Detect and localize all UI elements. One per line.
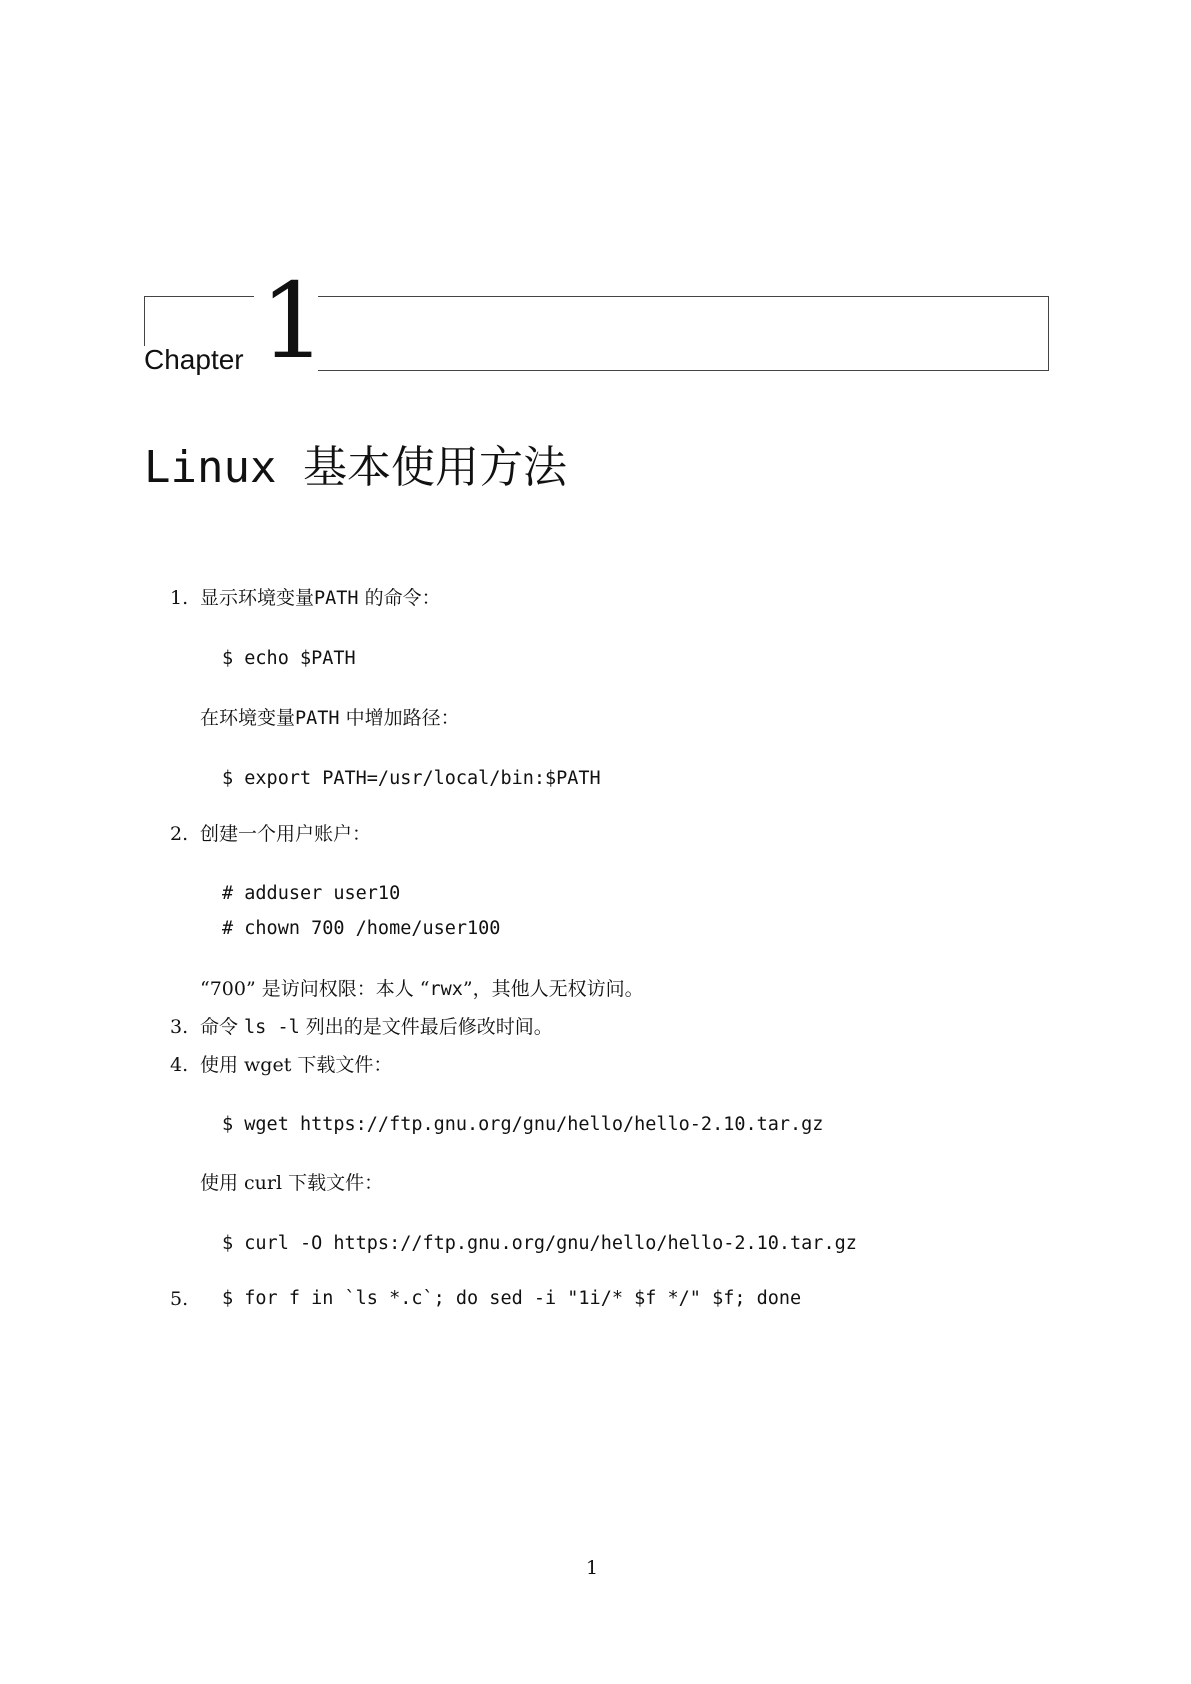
item-3-text-code: ls -l bbox=[244, 1017, 300, 1038]
item-2-code-1: # adduser user10 bbox=[222, 883, 401, 904]
item-4-text-2: 使用 curl 下载文件： bbox=[200, 1172, 384, 1194]
item-1-text2-a: 在环境变量 bbox=[200, 707, 296, 729]
item-2-note-code: rwx bbox=[429, 979, 463, 1000]
item-number-4: 4. bbox=[170, 1054, 189, 1076]
item-1-text-b: 的命令： bbox=[358, 587, 441, 609]
chapter-frame-left bbox=[144, 296, 254, 346]
item-2-note-a: “700” 是访问权限：本人 “ bbox=[200, 978, 430, 1000]
item-1-text-code: PATH bbox=[314, 588, 359, 609]
item-1-text-a: 显示环境变量 bbox=[200, 587, 315, 609]
item-1-text2-code: PATH bbox=[295, 708, 340, 729]
item-2-note bbox=[200, 977, 644, 1002]
page-number: 1 bbox=[586, 1557, 599, 1579]
item-number-2: 2. bbox=[170, 823, 189, 845]
item-2-note-b: ”，其他人无权访问。 bbox=[462, 978, 644, 1000]
item-4-code-2: $ curl -O https://ftp.gnu.org/gnu/hello/hello-2.10.tar.gz bbox=[222, 1233, 857, 1254]
item-5-code: $ for f in `ls *.c`; do sed -i "1i/* $f */" $f; done bbox=[222, 1288, 802, 1309]
chapter-label: Chapter bbox=[144, 344, 244, 375]
item-3-text-a: 命令 bbox=[200, 1016, 245, 1038]
item-1-text-2 bbox=[200, 706, 460, 731]
item-1-code-1: $ echo $PATH bbox=[222, 648, 356, 669]
item-number-3: 3. bbox=[170, 1016, 189, 1038]
item-1-text2-b: 中增加路径： bbox=[339, 707, 460, 729]
item-2-text: 创建一个用户账户： bbox=[200, 823, 372, 845]
item-number-1: 1. bbox=[170, 587, 189, 609]
item-number-5: 5. bbox=[170, 1288, 189, 1310]
item-3-text bbox=[200, 1015, 553, 1040]
item-4-code-1: $ wget https://ftp.gnu.org/gnu/hello/hello-2.10.tar.gz bbox=[222, 1114, 824, 1135]
item-3-text-b: 列出的是文件最后修改时间。 bbox=[299, 1016, 553, 1038]
chapter-number: 1 bbox=[260, 260, 327, 382]
item-1-code-2: $ export PATH=/usr/local/bin:$PATH bbox=[222, 768, 601, 789]
chapter-frame-right bbox=[318, 296, 1049, 371]
item-1-text bbox=[200, 586, 441, 611]
item-2-code-2: # chown 700 /home/user100 bbox=[222, 918, 501, 939]
item-4-text: 使用 wget 下载文件： bbox=[200, 1054, 393, 1076]
chapter-title: Linux 基本使用方法 bbox=[144, 442, 567, 493]
